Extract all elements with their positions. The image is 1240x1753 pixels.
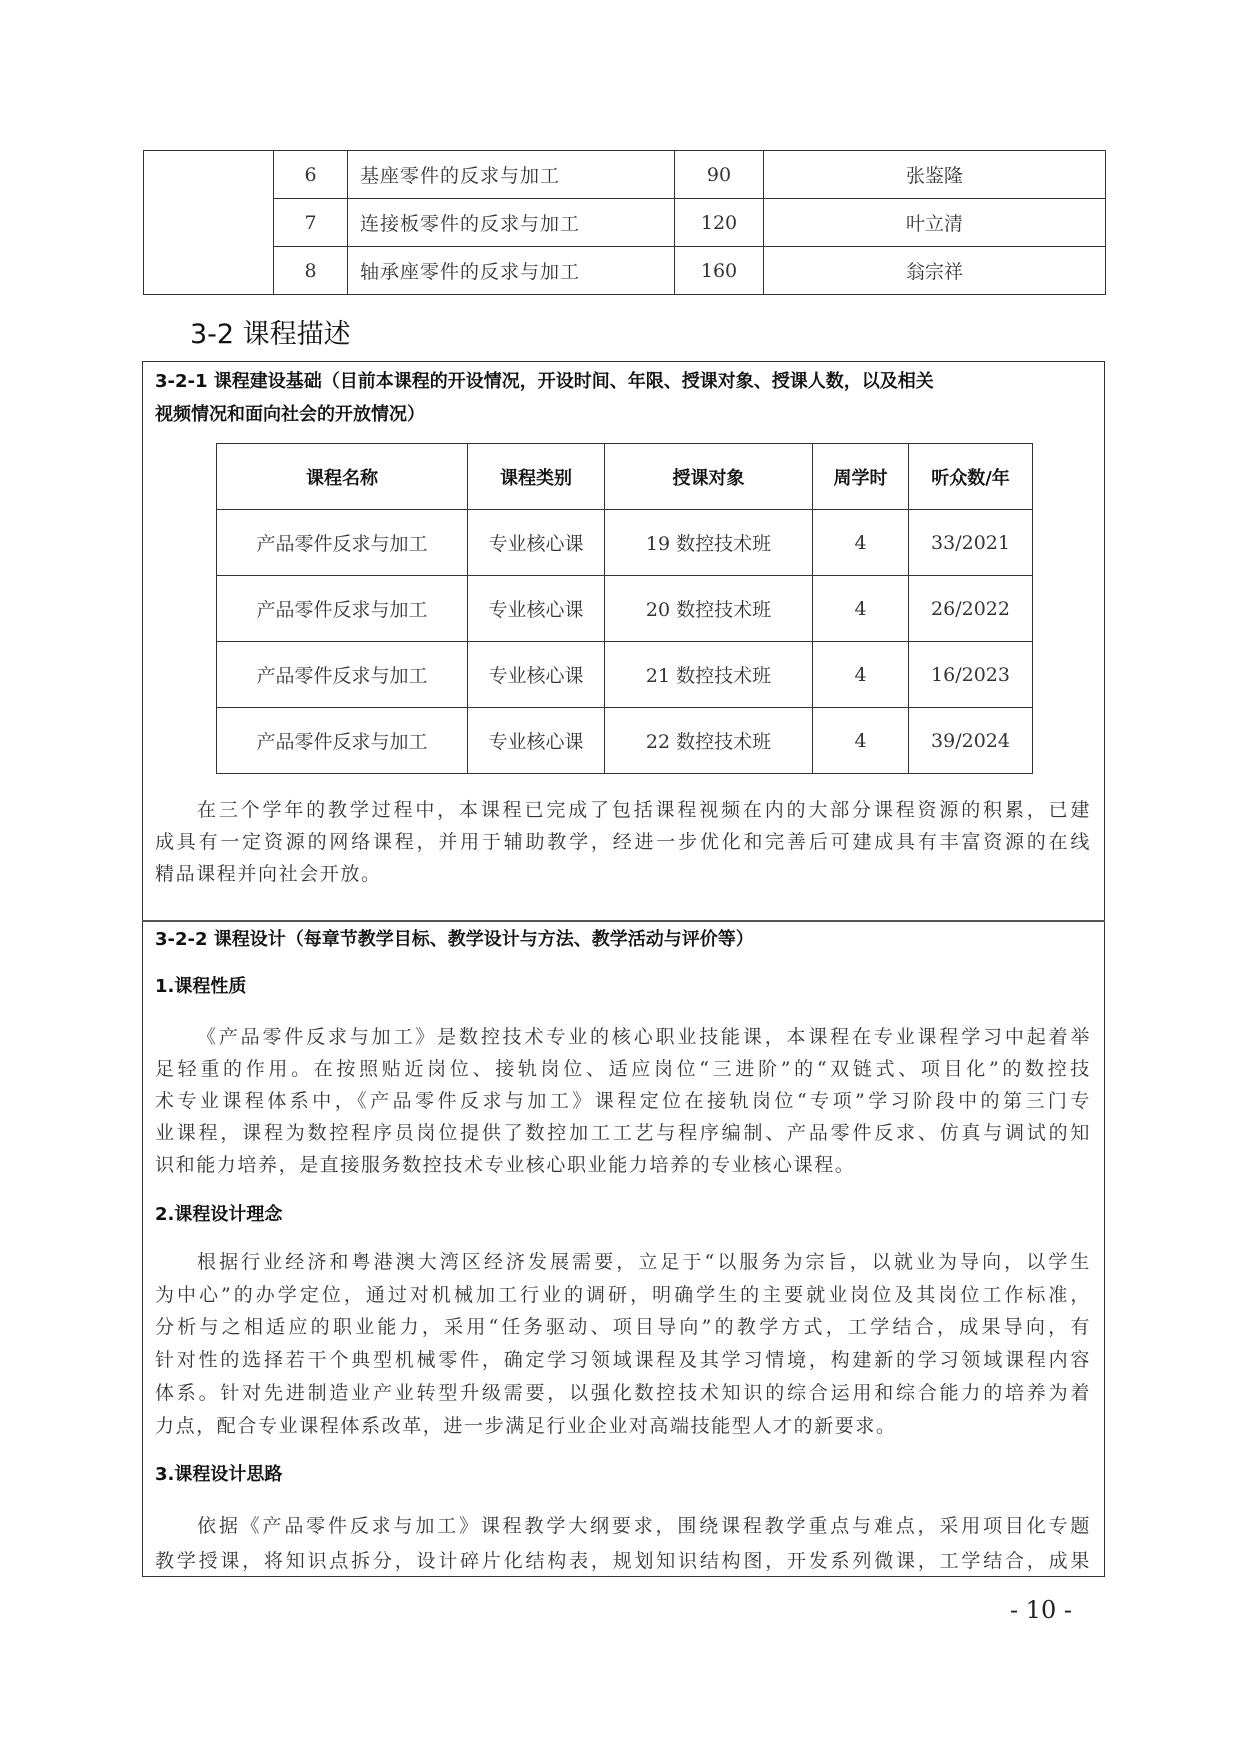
table-cell: 4	[813, 642, 909, 708]
table-cell: 4	[813, 576, 909, 642]
table-cell: 专业核心课	[468, 708, 605, 774]
table-cell: 产品零件反求与加工	[217, 708, 468, 774]
table-cell: 16/2023	[909, 642, 1033, 708]
course-offering-table	[216, 443, 1033, 774]
paragraph-line: 根据行业经济和粤港澳大湾区经济发展需要，立足于“以服务为宗旨，以就业为导向，以学生	[197, 1251, 1091, 1273]
column-header: 授课对象	[605, 444, 813, 510]
paragraph-line: 足轻重的作用。在按照贴近岗位、接轨岗位、适应岗位“三进阶”的“双链式、项目化”的数控技	[155, 1058, 1091, 1080]
project-teacher: 翁宗祥	[764, 247, 1106, 295]
table-cell: 4	[813, 708, 909, 774]
table-cell: 产品零件反求与加工	[217, 642, 468, 708]
column-header: 听众数/年	[909, 444, 1033, 510]
paragraph-line: 术专业课程体系中，《产品零件反求与加工》课程定位在接轨岗位“专项”学习阶段中的第三门专	[155, 1090, 1091, 1112]
paragraph-line: 针对性的选择若干个典型机械零件，确定学习领域课程及其学习情境，构建新的学习领域课程内容	[155, 1349, 1091, 1371]
project-number: 7	[274, 199, 348, 247]
paragraph-line: 力点，配合专业课程体系改革，进一步满足行业企业对高端技能型人才的新要求。	[155, 1415, 897, 1437]
project-name: 基座零件的反求与加工	[348, 151, 675, 199]
table-cell: 21 数控技术班	[605, 642, 813, 708]
merged-cell	[144, 151, 274, 295]
table-row	[217, 510, 1033, 576]
table-row	[144, 247, 1106, 295]
s321-title-line: 视频情况和面向社会的开放情况）	[155, 404, 425, 425]
table-cell: 19 数控技术班	[605, 510, 813, 576]
paragraph-line: 在三个学年的教学过程中，本课程已完成了包括课程视频在内的大部分课程资源的积累，已建	[197, 799, 1091, 821]
column-header: 课程类别	[468, 444, 605, 510]
project-name: 连接板零件的反求与加工	[348, 199, 675, 247]
paragraph-line: 业课程，课程为数控程序员岗位提供了数控加工工艺与程序编制、产品零件反求、仿真与调试的知	[155, 1122, 1091, 1144]
subsection-title: 2.课程设计理念	[155, 1204, 283, 1225]
section-heading: 3-2 课程描述	[190, 319, 351, 350]
s321-title-line: 3-2-1 课程建设基础（目前本课程的开设情况，开设时间、年限、授课对象、授课人数，以及相关	[155, 371, 934, 392]
table-cell: 产品零件反求与加工	[217, 510, 468, 576]
table-row	[217, 708, 1033, 774]
project-name: 轴承座零件的反求与加工	[348, 247, 675, 295]
table-cell: 26/2022	[909, 576, 1033, 642]
table-cell: 产品零件反求与加工	[217, 576, 468, 642]
s322-title: 3-2-2 课程设计（每章节教学目标、教学设计与方法、教学活动与评价等）	[155, 929, 754, 950]
table-row	[217, 576, 1033, 642]
project-teacher: 叶立清	[764, 199, 1106, 247]
subsection-title: 1.课程性质	[155, 976, 247, 997]
project-hours: 160	[675, 247, 764, 295]
table-cell: 专业核心课	[468, 576, 605, 642]
paragraph-line: 依据《产品零件反求与加工》课程教学大纲要求，围绕课程教学重点与难点，采用项目化专题	[197, 1515, 1091, 1537]
column-header: 周学时	[813, 444, 909, 510]
project-hours: 120	[675, 199, 764, 247]
project-number: 6	[274, 151, 348, 199]
paragraph-line: 为中心”的办学定位，通过对机械加工行业的调研，明确学生的主要就业岗位及其岗位工作标准，	[155, 1284, 1091, 1306]
table-row	[144, 151, 1106, 199]
table-cell: 4	[813, 510, 909, 576]
paragraph-line: 识和能力培养，是直接服务数控技术专业核心职业能力培养的专业核心课程。	[155, 1154, 856, 1176]
table-row	[217, 642, 1033, 708]
section-divider	[142, 920, 1105, 922]
project-number: 8	[274, 247, 348, 295]
paragraph-line: 体系。针对先进制造业产业转型升级需要，以强化数控技术知识的综合运用和综合能力的培养为着	[155, 1382, 1091, 1404]
paragraph-line: 成具有一定资源的网络课程，并用于辅助教学，经进一步优化和完善后可建成具有丰富资源的在线	[155, 831, 1091, 853]
table-cell: 39/2024	[909, 708, 1033, 774]
paragraph-line: 精品课程并向社会开放。	[155, 863, 382, 885]
table-row	[144, 199, 1106, 247]
paragraph-line: 《产品零件反求与加工》是数控技术专业的核心职业技能课，本课程在专业课程学习中起着举	[197, 1026, 1091, 1048]
project-teacher: 张鉴隆	[764, 151, 1106, 199]
subsection-title: 3.课程设计思路	[155, 1464, 283, 1485]
project-table	[143, 150, 1106, 295]
column-header: 课程名称	[217, 444, 468, 510]
project-hours: 90	[675, 151, 764, 199]
table-cell: 20 数控技术班	[605, 576, 813, 642]
table-cell: 专业核心课	[468, 642, 605, 708]
page-number: - 10 -	[1010, 1596, 1073, 1624]
table-header-row	[217, 444, 1033, 510]
paragraph-line: 分析与之相适应的职业能力，采用“任务驱动、项目导向”的教学方式，工学结合，成果导向，有	[155, 1316, 1091, 1338]
table-cell: 22 数控技术班	[605, 708, 813, 774]
table-cell: 专业核心课	[468, 510, 605, 576]
paragraph-line: 教学授课，将知识点拆分，设计碎片化结构表，规划知识结构图，开发系列微课，工学结合，成果	[155, 1550, 1091, 1572]
table-cell: 33/2021	[909, 510, 1033, 576]
